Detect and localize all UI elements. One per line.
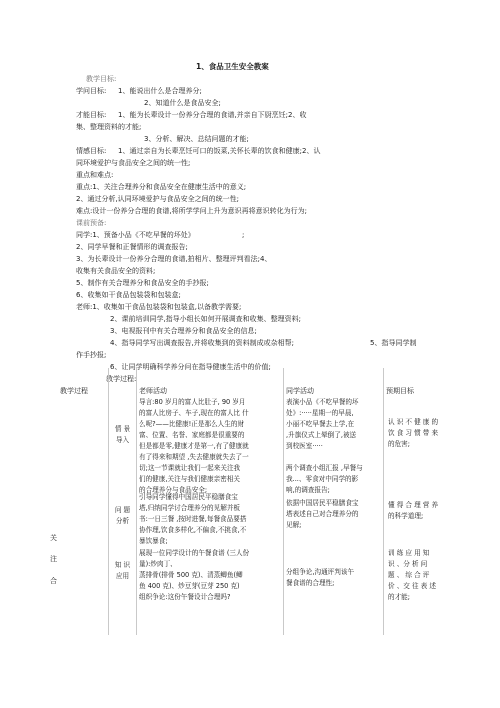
student-line: 见解; (286, 521, 302, 529)
row-teacher-activity (139, 492, 246, 547)
row-teacher-activity (139, 548, 249, 603)
goal-line: 的科学道理; (388, 512, 424, 520)
teacher-line: 引导同学懂得中国居民平稳膳食宝 (139, 493, 238, 501)
teacher-prep-4: 4、指导同学写出调查报告,并将收集到的资料制成或杂相帮; (110, 339, 295, 347)
knowledge-line-2: 2、知道什么是食品安全; (144, 99, 221, 107)
header-student: 同学活动 (286, 387, 314, 395)
teacher-prep-5: 作手抄报; (76, 351, 107, 359)
goal-line: 价 、交 往 表 述 (388, 582, 436, 590)
teacher-prep-4b: 5、指导同学制 (370, 339, 417, 347)
student-prep-2: 2、同学早餐和正餐情形的调查报告; (76, 243, 188, 251)
goal-line: 的才能; (388, 593, 411, 601)
table-divider-3 (283, 368, 284, 635)
teacher-prep-2: 2、课前培训同学,指导小组长如何开展调查和收集、整理资料; (110, 315, 302, 323)
teacher-prep-6: 6、让同学明确科学养分问在指导健康生活中的价值; (110, 363, 271, 371)
teacher-line: 蒸排骨(排骨 500 克)、清蒸鲫鱼(鲫 (139, 571, 243, 579)
side-char: 关 (50, 534, 57, 542)
row-stage-line: 分析 (115, 517, 130, 525)
teacher-line: 鱼 400 克)、炒豆芽(豆芽 250 克) (139, 582, 240, 590)
emotion-line-1: 1、通过亲自为长辈烹饪可口的饭菜,关怀长辈的饮食和健康;2、认 (118, 147, 321, 155)
student-line: 两个调查小组汇报 ,早餐与 (286, 464, 363, 472)
ability-line-3: 3、分析、解决、总结问题的才能; (144, 135, 249, 143)
row-stage-line: 导入 (115, 436, 130, 444)
row-stage-line: 应用 (115, 572, 130, 580)
student-prep-6: 6、收集如干食品包装袋和包装盒; (76, 291, 181, 299)
ability-line-1: 1、能为长辈设计一份养分合理的食谱,并亲自下厨烹饪;2、收 (118, 111, 307, 119)
student-line: 表演小品《不吃早餐的坏 (286, 398, 359, 406)
row-stage (109, 505, 136, 527)
ability-line-2: 集、整理资料的才能; (76, 123, 142, 131)
teacher-prep-1: 老师:1、收集如干食品包装袋和包装盒,以备教学需要; (76, 303, 242, 311)
teacher-line: 展现一位同学设计的午餐食谱 (三人份 (139, 549, 250, 557)
goal-line: 认 识 不 健 康 的 (388, 418, 439, 426)
teacher-line: 书:一日三餐 ,按时进餐,每餐食品要搭 (139, 515, 247, 523)
goal-line: 懂 得 合 理 营 养 (388, 501, 439, 509)
table-divider-4 (383, 368, 384, 635)
row-stage-line: 情 景 (114, 425, 131, 433)
teacher-line: 导言:80 岁月的富人比肚子, 90 岁月 (139, 398, 246, 406)
teacher-line: 切;这一节课就让我们一起来关注我 (139, 464, 241, 472)
row-stage (109, 424, 136, 446)
goal-line: 的危害; (388, 440, 411, 448)
student-line: 依据中国居民平稳膳食宝 (286, 499, 359, 507)
side-char: 合 (50, 577, 57, 585)
student-prep-4: 收集有关食品安全的资料; (76, 267, 156, 275)
student-line: 处》:·····星期一的早晨, (286, 409, 354, 417)
row-stage-line: 问 题 (114, 506, 131, 514)
student-line: 塔表述自己对合理养分的 (286, 510, 359, 518)
side-char: 注 (50, 555, 57, 563)
student-line (286, 452, 363, 463)
teacher-line: 的合理养分与食品安全; (139, 486, 208, 494)
student-line: 到校医室····· (286, 442, 323, 450)
goal-line: 训 练 应 用 知 (388, 549, 430, 557)
header-teacher: 老师活动 (139, 387, 167, 395)
student-line (286, 556, 354, 567)
row-teacher-activity (139, 397, 249, 496)
student-line: 我...、零食对中同学的影 (286, 475, 359, 483)
student-line: 分组争论,沟通评判该午 (286, 568, 355, 576)
student-prep-1b: ; (242, 231, 245, 239)
process-label: 教学过程: (106, 375, 137, 383)
student-prep-5: 5、制作有关合理养分和食品安全的手抄报; (76, 279, 209, 287)
teacher-line: 们的健康,关注与我们健康亲密相关 (139, 475, 241, 483)
student-prep-1: 同学:1、预备小品《不吃早餐的坏处》 (76, 231, 195, 239)
row-expected-goal (388, 417, 438, 450)
teacher-line: 有了得来和期望 ,失去健康就失去了一 (139, 453, 249, 461)
row-stage (109, 560, 136, 582)
goal-line: 识 、分 析 问 (388, 560, 428, 568)
header-goal: 预期目标 (386, 387, 414, 395)
teacher-line: 暴饮暴食; (139, 537, 168, 545)
teacher-line: 的富人比房子、车子,现在的富人比 什 (139, 409, 249, 417)
teacher-line: 富、位置、名誉、家庭都是很重要的 (139, 431, 245, 439)
teacher-line: 但是都是零,健康才是第一,有了健康就 (139, 442, 249, 450)
teacher-line: 么呢?——比健康!正是那么人生的财 (139, 420, 245, 428)
row-expected-goal (388, 500, 438, 522)
row-expected-goal (388, 548, 436, 603)
row-stage-line: 知 识 (114, 561, 131, 569)
student-line: 餐食谱的合理性; (286, 579, 335, 587)
key-point-2: 2、通过分析,认同环境爱护与食品安全之间的统一性; (76, 195, 240, 203)
ability-label: 才能目标: (76, 111, 107, 119)
table-divider-1 (108, 368, 109, 635)
header-process: 教学过程 (60, 387, 88, 395)
student-line: ,升旗仪式上晕倒了,被送 (286, 431, 357, 439)
teacher-line: 塔,归纳同学讨合理养分的见解并板 (139, 504, 241, 512)
document-title: 1、食品卫生安全教案 (196, 62, 269, 71)
row-student-activity (286, 397, 363, 496)
goal-line: 题 、 综 合 评 (388, 571, 430, 579)
teacher-prep-3: 3、电视报刊中有关合理养分和食品安全的信息; (110, 327, 257, 335)
teacher-line: 协作理,饮食多样化,不偏食,不挑食,不 (139, 526, 247, 534)
objectives-label: 教学目标: (86, 75, 117, 83)
teacher-line: 组织争论:这份午餐设计合理吗? (139, 593, 231, 601)
key-label: 重点和难点: (76, 171, 114, 179)
key-point: 重点:1、关注合理养分和食品安全在健康生活中的意义; (76, 183, 247, 191)
row-student-activity (286, 556, 354, 589)
knowledge-label: 学问目标: (76, 87, 107, 95)
difficulty: 难点:设计一份养分合理的食谱,将所学学问上升为意识再将意识转化为行为; (76, 207, 307, 215)
student-line: 小丽不吃早餐去上学,在 (286, 420, 355, 428)
student-prep-3: 3、为长辈设计一份养分合理的食谱,拍相片、整理评判看法;4、 (76, 255, 272, 263)
table-divider-2 (136, 368, 137, 635)
prep-label: 课前预备: (76, 219, 107, 227)
row-student-activity (286, 498, 359, 531)
teacher-line: 量):炒肉丁、 (139, 560, 177, 568)
emotion-label: 情感目标: (76, 147, 107, 155)
student-line: 响,的调查报告; (286, 486, 330, 494)
goal-line: 饮 食 习 惯 带 来 (388, 429, 439, 437)
knowledge-line-1: 1、能说出什么是合理养分; (118, 87, 202, 95)
emotion-line-2: 同环境爱护与食品安全之间的统一性; (76, 159, 191, 167)
